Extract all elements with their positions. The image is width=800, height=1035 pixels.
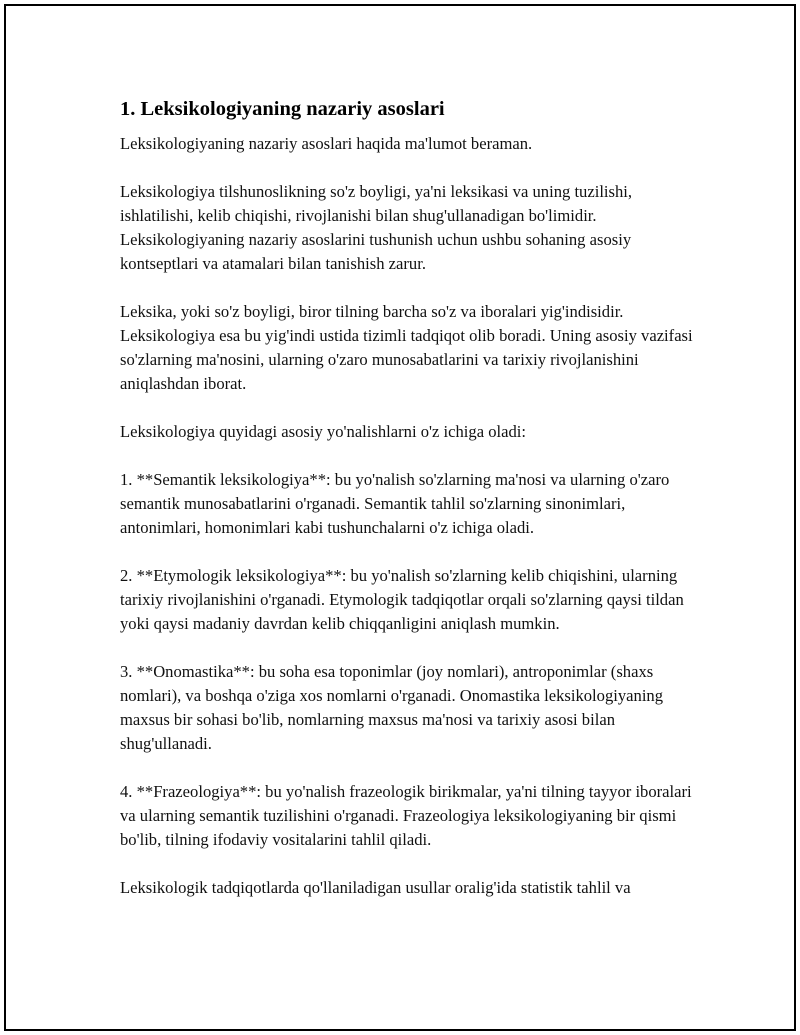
- document-body: [120, 96, 700, 924]
- definition-paragraph: Leksikologiya tilshunoslikning so'z boyligi, ya'ni leksikasi va uning tuzilishi, ishlatilishi, kelib chiqishi, rivojlanishi bilan shug'ullanadigan bo'limidir. Leksikologiyaning nazariy asoslarini tushunish uchun ushbu sohaning asosiy kontseptlari va atamalari bilan tanishish zarur.: [120, 182, 633, 273]
- list-item-etymology: 2. **Etymologik leksikologiya**: bu yo'nalish so'zlarning kelib chiqishini, ularning tarixiy rivojlanishini o'rganadi. Etymologik tadqiqotlar orqali so'zlarning qaysi tildan yoki qaysi madaniy davrdan kelib chiqqanligini aniqlash mumkin.: [120, 566, 684, 633]
- section-heading: 1. Leksikologiyaning nazariy asoslari: [120, 98, 445, 120]
- directions-intro-paragraph: Leksikologiya quyidagi asosiy yo'nalishlarni o'z ichiga oladi:: [120, 422, 526, 441]
- document-page: [4, 4, 796, 1031]
- lexicon-paragraph: Leksika, yoki so'z boyligi, biror tilning barcha so'z va iboralari yig'indisidir. Leksikologiya esa bu yig'indi ustida tizimli tadqiqot olib boradi. Uning asosiy vazifasi so'zlarning ma'nosini, ularning o'zaro munosabatlarini va tarixiy rivojlanishini aniqlashdan iborat.: [120, 302, 693, 393]
- intro-paragraph: Leksikologiyaning nazariy asoslari haqida ma'lumot beraman.: [120, 134, 533, 153]
- methods-paragraph: Leksikologik tadqiqotlarda qo'llaniladigan usullar oralig'ida statistik tahlil va: [120, 878, 631, 897]
- list-item-phraseology: 4. **Frazeologiya**: bu yo'nalish frazeologik birikmalar, ya'ni tilning tayyor iboralari va ularning semantik tuzilishini o'rganadi. Frazeologiya leksikologiyaning bir qismi bo'lib, tilning ifodaviy vositalarini tahlil qiladi.: [120, 782, 692, 849]
- list-item-onomastics: 3. **Onomastika**: bu soha esa toponimlar (joy nomlari), antroponimlar (shaxs nomlari), va boshqa o'ziga xos nomlarni o'rganadi. Onomastika leksikologiyaning maxsus bir sohasi bo'lib, nomlarning maxsus ma'nosi va tarixiy asosi bilan shug'ullanadi.: [120, 662, 664, 753]
- list-item-semantic: 1. **Semantik leksikologiya**: bu yo'nalish so'zlarning ma'nosi va ularning o'zaro semantik munosabatlarini o'rganadi. Semantik tahlil so'zlarning sinonimlari, antonimlari, homonimlari kabi tushunchalarni o'z ichiga oladi.: [120, 470, 670, 537]
